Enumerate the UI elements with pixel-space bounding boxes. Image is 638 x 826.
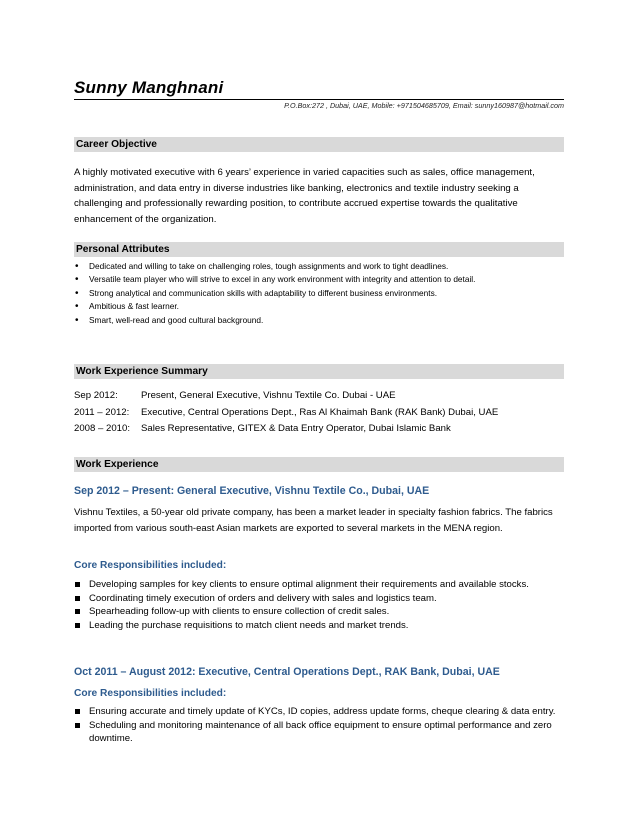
personal-attributes-list (74, 260, 566, 327)
core-responsibilities-title: Core Responsibilities included: (74, 688, 227, 699)
section-header-career-objective: Career Objective (74, 137, 564, 152)
list-item: • Strong analytical and communication skills with adaptability to different business environments. (74, 287, 566, 300)
core-responsibilities-title: Core Responsibilities included: (74, 560, 227, 571)
summary-desc: Executive, Central Operations Dept., Ras Al Khaimah Bank (RAK Bank) Dubai, UAE (141, 406, 499, 418)
summary-desc: Sales Representative, GITEX & Data Entry Operator, Dubai Islamic Bank (141, 423, 451, 434)
section-header-work-summary: Work Experience Summary (74, 364, 564, 379)
table-row (74, 405, 498, 422)
list-item: Ensuring accurate and timely update of KYCs, ID copies, address update forms, cheque clearing & data entry. (74, 705, 566, 719)
list-item: • Ambitious & fast learner. (74, 300, 566, 313)
section-header-work-experience: Work Experience (74, 457, 564, 472)
career-objective-text: A highly motivated executive with 6 years’ experience in varied capacities such as sales, office management, administration, and data entry in diverse industries like banking, electronics and textile industry seeking a challenging and professionally rewarding position, to contribute accrued expertise towards the qualitative enhancement of the organization. (74, 167, 535, 225)
list-item: Leading the purchase requisitions to match client needs and market trends. (74, 619, 566, 633)
list-item: • Smart, well-read and good cultural background. (74, 314, 566, 327)
header-rule (74, 99, 564, 100)
job-description: Vishnu Textiles, a 50-year old private company, has been a market leader in specialty fashion fabrics. The fabrics imported from various south-east Asian markets are exported to several markets in the MENA region. (74, 507, 553, 534)
table-row (74, 388, 498, 405)
job-heading: Sep 2012 – Present: General Executive, Vishnu Textile Co., Dubai, UAE (74, 485, 430, 497)
list-item: Developing samples for key clients to ensure optimal alignment their requirements and available stocks. (74, 578, 566, 592)
list-item: • Dedicated and willing to take on challenging roles, tough assignments and work to tight deadlines. (74, 260, 566, 273)
list-item: Spearheading follow-up with clients to ensure collection of credit sales. (74, 605, 566, 619)
table-row (74, 421, 498, 438)
summary-date: 2011 – 2012: (74, 406, 130, 418)
list-item: Scheduling and monitoring maintenance of all back office equipment to ensure optimal performance and zero downtime. (74, 719, 566, 746)
candidate-name: Sunny Manghnani (74, 78, 224, 97)
list-item: Coordinating timely execution of orders and delivery with sales and logistics team. (74, 592, 566, 606)
summary-date: Sep 2012: (74, 390, 118, 401)
contact-line: P.O.Box:272 , Dubai, UAE, Mobile: +971504685709, Email: sunny160987@hotmail.com (284, 101, 564, 110)
work-summary-table (74, 388, 498, 438)
responsibilities-list (74, 578, 566, 632)
summary-date: 2008 – 2010: (74, 423, 131, 434)
job-heading: Oct 2011 – August 2012: Executive, Central Operations Dept., RAK Bank, Dubai, UAE (74, 666, 500, 678)
section-header-personal-attributes: Personal Attributes (74, 242, 564, 257)
summary-desc: Present, General Executive, Vishnu Textile Co. Dubai - UAE (141, 390, 396, 401)
list-item: • Versatile team player who will strive to excel in any work environment with integrity and attention to detail. (74, 273, 566, 286)
responsibilities-list (74, 705, 566, 746)
